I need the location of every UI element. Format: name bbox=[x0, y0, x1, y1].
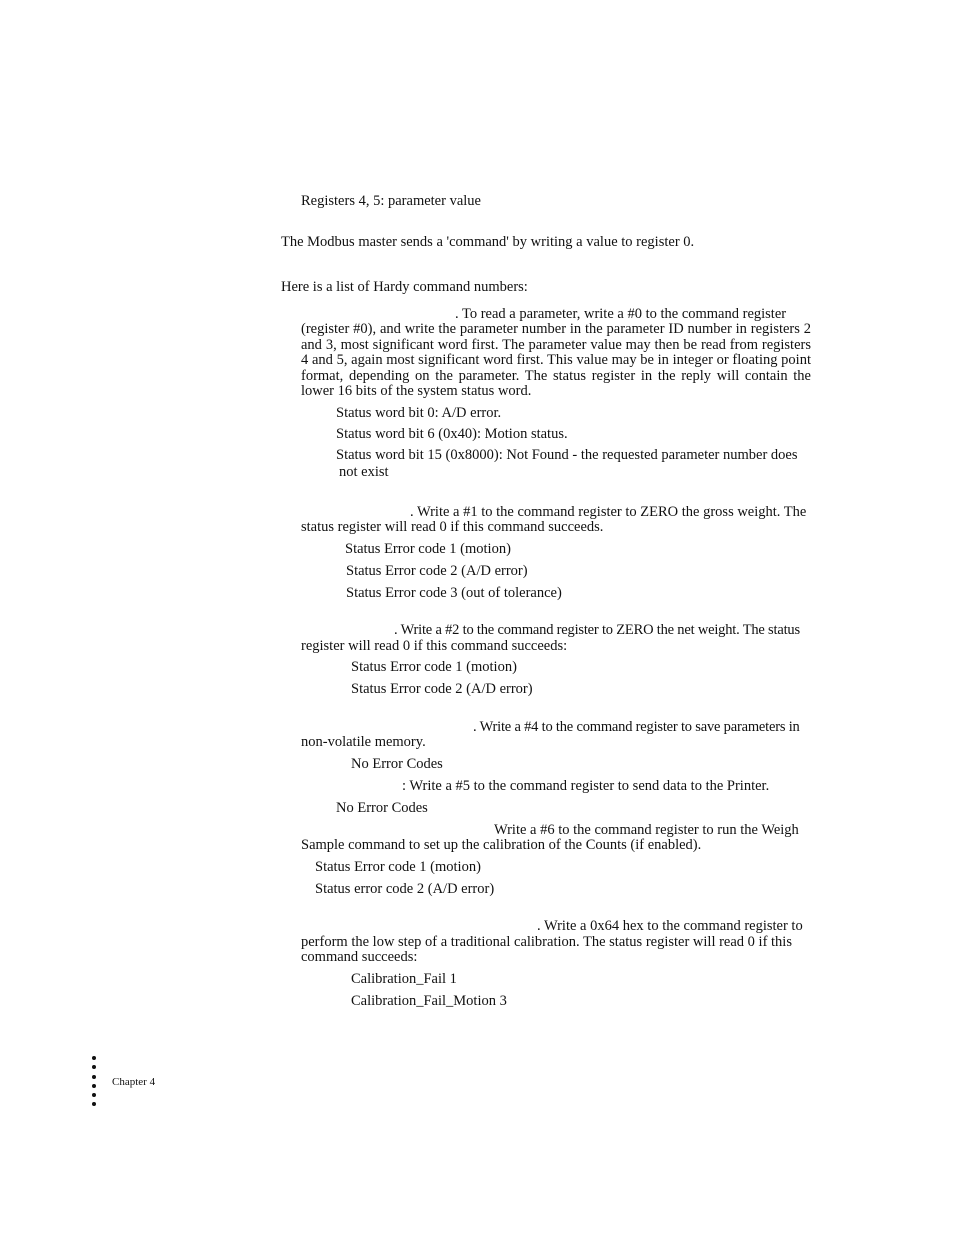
error-code-line: Status Error code 3 (out of tolerance) bbox=[346, 585, 562, 601]
command-list-heading: Here is a list of Hardy command numbers: bbox=[281, 279, 528, 295]
status-bit-line: Status word bit 6 (0x40): Motion status. bbox=[336, 426, 568, 442]
error-code-line: Status error code 2 (A/D error) bbox=[315, 881, 495, 897]
footer-dot bbox=[92, 1102, 96, 1106]
calibration-fail-code: Calibration_Fail 1 bbox=[351, 971, 457, 987]
status-bit-continuation: not exist bbox=[339, 464, 389, 480]
save-parameters-first-line: . Write a #4 to the command register to save parameters in bbox=[473, 719, 800, 735]
status-bit-line: Status word bit 0: A/D error. bbox=[336, 405, 502, 421]
registers-4-5-line: Registers 4, 5: parameter value bbox=[301, 193, 481, 209]
error-code-line: Status Error code 1 (motion) bbox=[345, 541, 511, 557]
zero-gross-second-line: status register will read 0 if this command succeeds. bbox=[301, 519, 604, 535]
footer-dot bbox=[92, 1075, 96, 1079]
error-code-line: Status Error code 2 (A/D error) bbox=[351, 681, 533, 697]
read-parameter-description: (register #0), and write the parameter number in the parameter ID number in registers 2 and 3, most significant word first. The parameter value may then be read from registers 4 and 5, again most significant word first. This value may be in integer or floating point format, depending on the parameter. The status register in the reply will contain the lower 16 bits of the system status word. bbox=[301, 321, 811, 400]
error-code-line: Status Error code 2 (A/D error) bbox=[346, 563, 528, 579]
no-error-codes: No Error Codes bbox=[336, 800, 428, 816]
read-parameter-first-line: . To read a parameter, write a #0 to the command register bbox=[455, 306, 787, 322]
error-code-line: Status Error code 1 (motion) bbox=[315, 859, 481, 875]
footer-dot bbox=[92, 1056, 96, 1060]
error-code-line: Status Error code 1 (motion) bbox=[351, 659, 517, 675]
calibration-fail-code: Calibration_Fail_Motion 3 bbox=[351, 993, 507, 1009]
print-first-line: : Write a #5 to the command register to send data to the Printer. bbox=[402, 778, 770, 794]
zero-net-second-line: register will read 0 if this command succeeds: bbox=[301, 638, 568, 654]
no-error-codes: No Error Codes bbox=[351, 756, 443, 772]
weigh-sample-second-line: Sample command to set up the calibration of the Counts (if enabled). bbox=[301, 837, 702, 853]
save-parameters-second-line: non-volatile memory. bbox=[301, 734, 426, 750]
zero-net-first-line: . Write a #2 to the command register to ZERO the net weight. The status bbox=[394, 622, 800, 638]
footer-dot bbox=[92, 1084, 96, 1088]
zero-gross-first-line: . Write a #1 to the command register to ZERO the gross weight. The bbox=[410, 504, 807, 520]
command-explanation: The Modbus master sends a 'command' by writing a value to register 0. bbox=[281, 234, 695, 250]
status-bit-line: Status word bit 15 (0x8000): Not Found - the requested parameter number does bbox=[336, 447, 798, 463]
chapter-label: Chapter 4 bbox=[112, 1076, 156, 1088]
footer-dot bbox=[92, 1065, 96, 1069]
cal-low-first-line: . Write a 0x64 hex to the command register to bbox=[537, 918, 803, 934]
weigh-sample-first-line: Write a #6 to the command register to run the Weigh bbox=[494, 822, 799, 838]
cal-low-second-line: perform the low step of a traditional calibration. The status register will read 0 if this bbox=[301, 934, 792, 950]
footer-dot bbox=[92, 1093, 96, 1097]
cal-low-third-line: command succeeds: bbox=[301, 949, 418, 965]
footer-dot-column bbox=[92, 1056, 98, 1112]
